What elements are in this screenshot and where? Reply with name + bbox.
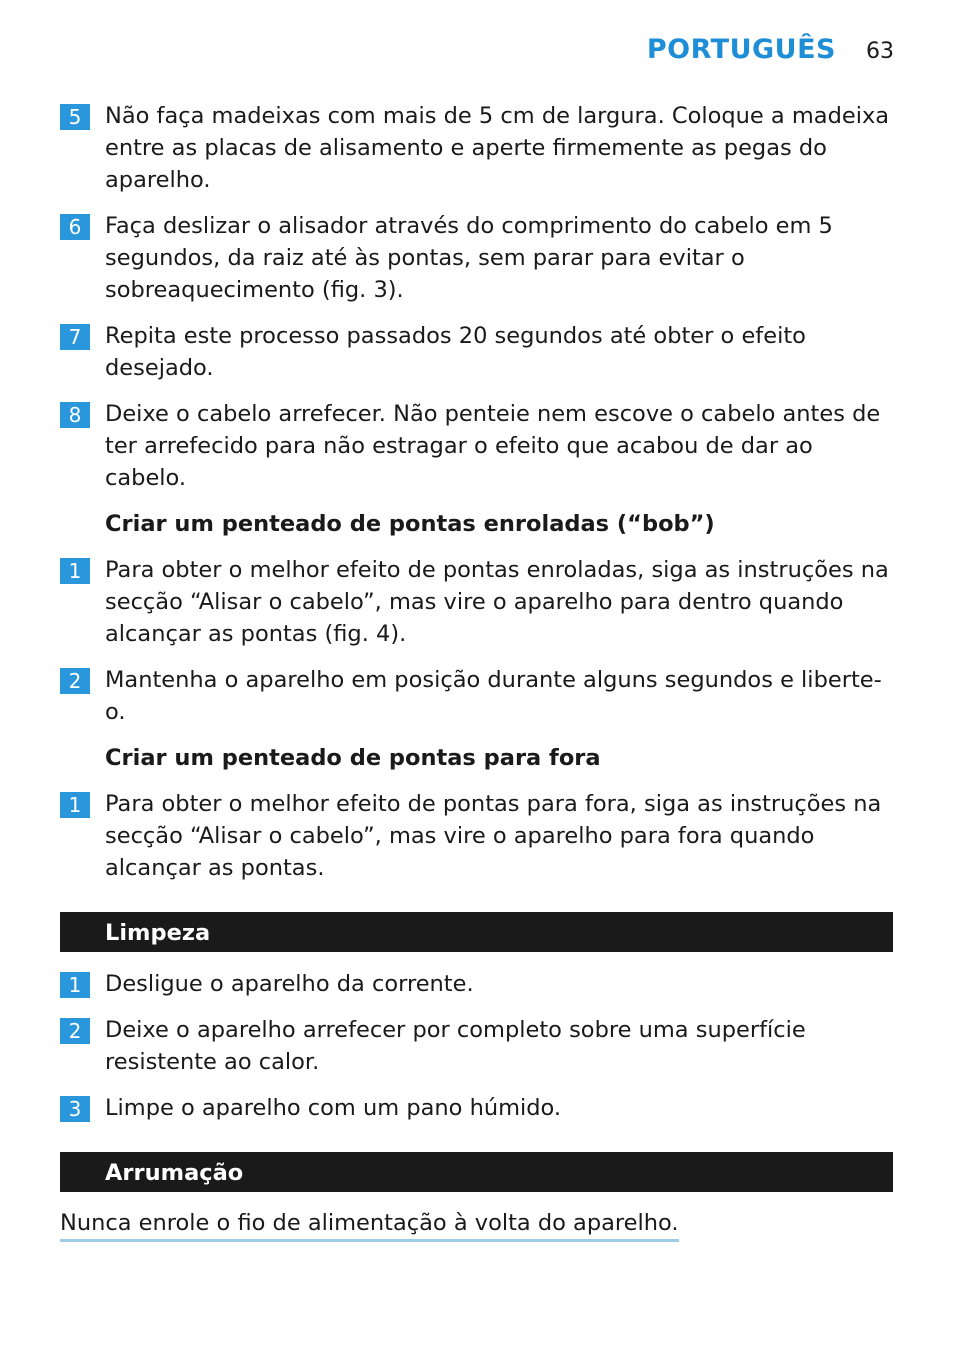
page-number: 63 (866, 39, 894, 64)
step-item (60, 664, 893, 728)
page-header (647, 34, 894, 65)
subsection-title-bob: Criar um penteado de pontas enroladas (“bob”) (105, 511, 715, 537)
language-label: PORTUGUÊS (646, 34, 836, 65)
step-number-badge: 2 (60, 668, 90, 694)
step-number-badge: 1 (60, 558, 90, 584)
step-text: Faça deslizar o alisador através do comprimento do cabelo em 5 segundos, da raiz até às pontas, sem parar para evitar o sobreaquecimento (fig. 3). (105, 213, 833, 303)
step-item (60, 788, 893, 884)
storage-note-wrapper (60, 1208, 893, 1242)
step-text: Deixe o aparelho arrefecer por completo sobre uma superfície resistente ao calor. (105, 1017, 806, 1075)
step-item (60, 320, 893, 384)
step-number-badge: 3 (60, 1096, 90, 1122)
step-item (60, 554, 893, 650)
subsection-title-outward: Criar um penteado de pontas para fora (105, 745, 601, 771)
step-text: Deixe o cabelo arrefecer. Não penteie nem escove o cabelo antes de ter arrefecido para não estragar o efeito que acabou de dar ao cabelo. (105, 401, 881, 491)
step-text: Repita este processo passados 20 segundos até obter o efeito desejado. (105, 323, 806, 381)
step-text: Desligue o aparelho da corrente. (105, 971, 474, 997)
section-bar-cleaning: Limpeza (60, 912, 893, 952)
step-item (60, 1092, 893, 1124)
step-text: Para obter o melhor efeito de pontas para fora, siga as instruções na secção “Alisar o cabelo”, mas vire o aparelho para fora quando alcançar as pontas. (105, 791, 882, 881)
step-text: Para obter o melhor efeito de pontas enroladas, siga as instruções na secção “Alisar o cabelo”, mas vire o aparelho para dentro quando alcançar as pontas (fig. 4). (105, 557, 889, 647)
step-item (60, 1014, 893, 1078)
step-item (60, 398, 893, 494)
step-number-badge: 6 (60, 214, 90, 240)
step-number-badge: 5 (60, 104, 90, 130)
storage-note: Nunca enrole o fio de alimentação à volta do aparelho. (60, 1208, 679, 1242)
step-item (60, 100, 893, 196)
step-text: Mantenha o aparelho em posição durante alguns segundos e liberte-o. (105, 667, 882, 725)
step-number-badge: 8 (60, 402, 90, 428)
step-text: Não faça madeixas com mais de 5 cm de largura. Coloque a madeixa entre as placas de alisamento e aperte firmemente as pegas do aparelho. (105, 103, 890, 193)
step-item (60, 210, 893, 306)
step-number-badge: 7 (60, 324, 90, 350)
step-item (60, 968, 893, 1000)
section-bar-storage: Arrumação (60, 1152, 893, 1192)
step-number-badge: 2 (60, 1018, 90, 1044)
step-number-badge: 1 (60, 792, 90, 818)
page-content (60, 100, 893, 1242)
step-text: Limpe o aparelho com um pano húmido. (105, 1095, 562, 1121)
step-number-badge: 1 (60, 972, 90, 998)
